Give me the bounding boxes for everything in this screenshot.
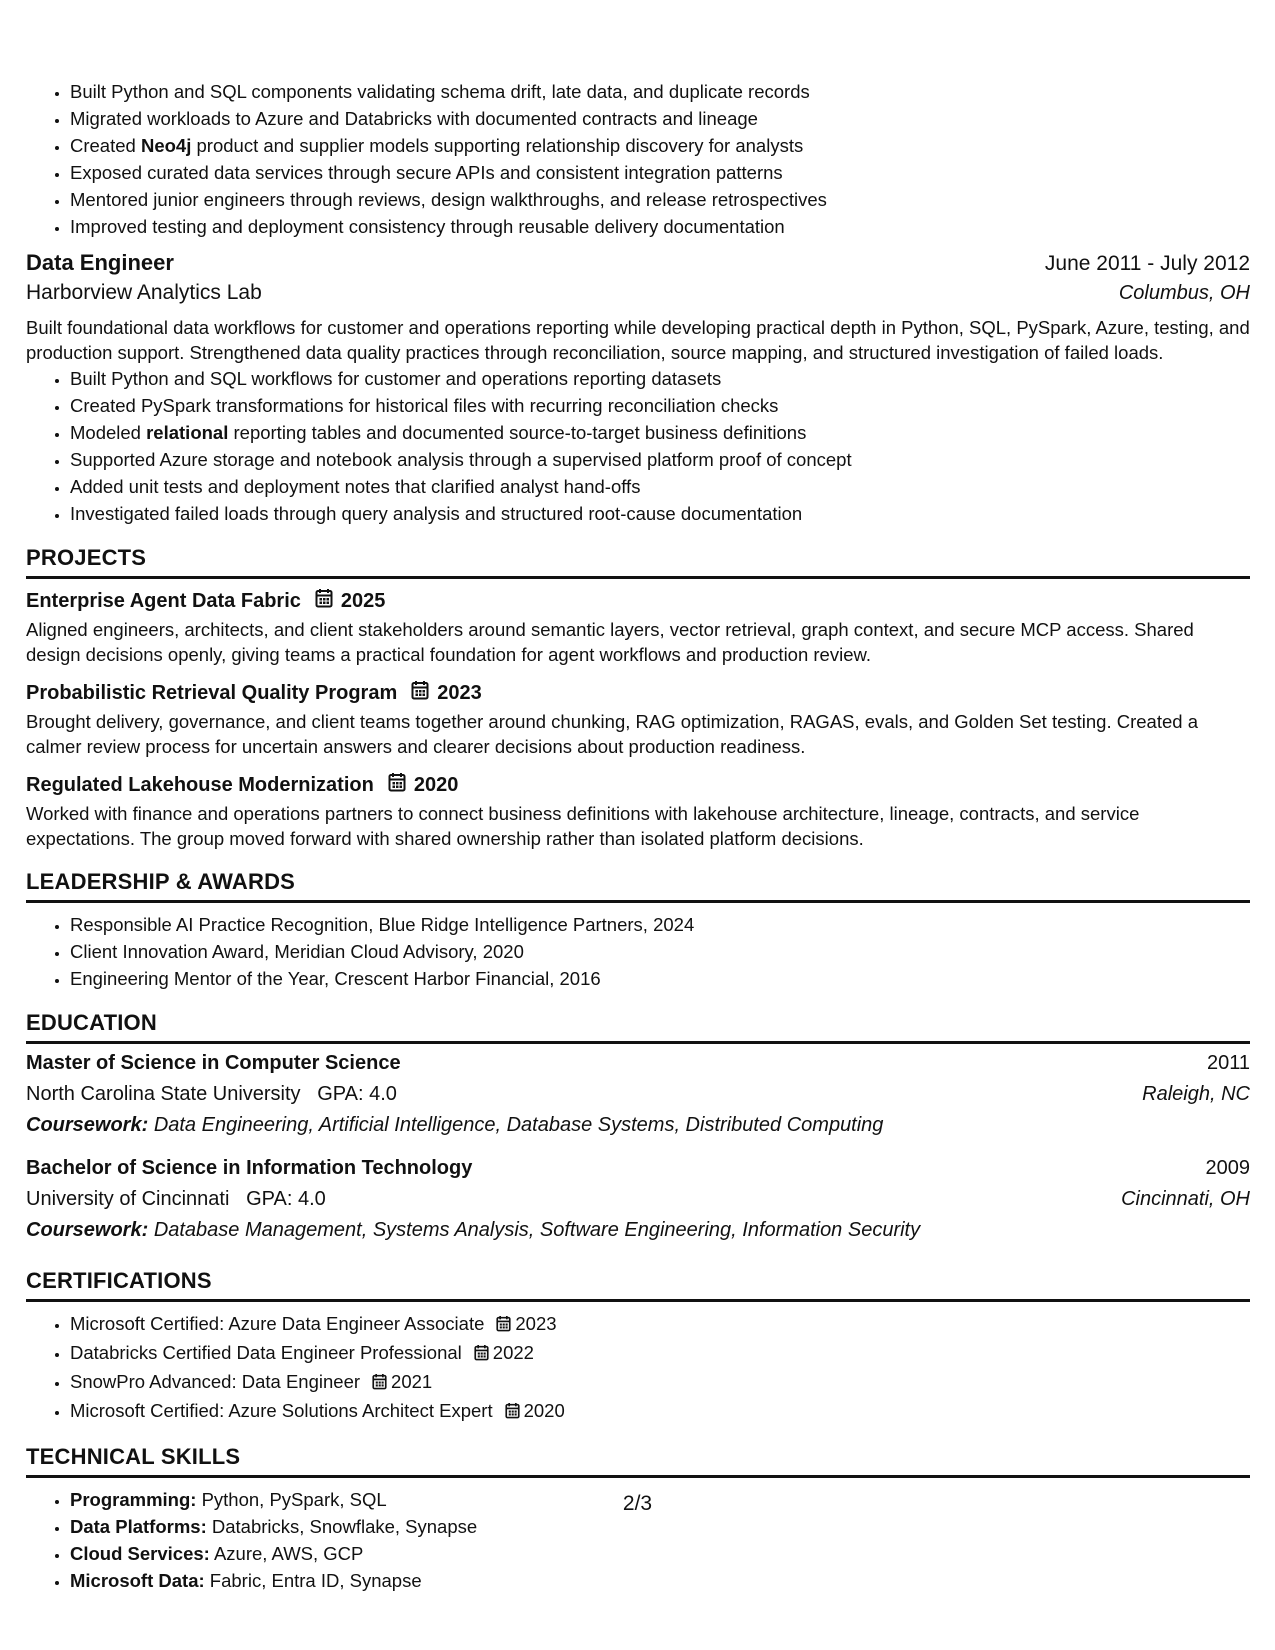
list-item: • SnowPro Advanced: Data Engineer 2021 bbox=[70, 1368, 1250, 1397]
job-subheader bbox=[26, 281, 1250, 313]
project-name: Enterprise Agent Data Fabric bbox=[26, 589, 301, 612]
project-description: Aligned engineers, architects, and client stakeholders around semantic layers, vector retrieval, graph context, and secure MCP access. Shared design decisions openly, giving teams a practical foundation for agent workflows and production review. bbox=[26, 619, 1194, 665]
school-location: Cincinnati, OH bbox=[1121, 1188, 1250, 1210]
page-number: 2/3 bbox=[622, 1492, 653, 1515]
calendar-icon bbox=[372, 1370, 387, 1397]
project-description: Brought delivery, governance, and client teams together around chunking, RAG optimization, RAGAS, evals, and Golden Set testing. Created a calmer review process for uncertain answers and clearer decisions about production readiness. bbox=[26, 711, 1198, 757]
calendar-icon bbox=[474, 1341, 489, 1368]
list-item: • Supported Azure storage and notebook analysis through a supervised platform proof of concept bbox=[70, 446, 1250, 473]
education-entry bbox=[26, 1052, 1250, 1145]
list-item: • Built Python and SQL components validating schema drift, late data, and duplicate records bbox=[70, 78, 1250, 105]
list-item: • Microsoft Data: Fabric, Entra ID, Synapse bbox=[70, 1567, 1250, 1594]
calendar-icon bbox=[388, 772, 406, 798]
list-item: • Databricks Certified Data Engineer Professional 2022 bbox=[70, 1339, 1250, 1368]
list-item: • Added unit tests and deployment notes that clarified analyst hand-offs bbox=[70, 473, 1250, 500]
projects-section bbox=[26, 545, 1250, 851]
section-heading: CERTIFICATIONS bbox=[26, 1268, 1250, 1302]
list-item: • Mentored junior engineers through reviews, design walkthroughs, and release retrospectives bbox=[70, 186, 1250, 213]
section-heading: PROJECTS bbox=[26, 545, 1250, 579]
school-name: North Carolina State University bbox=[26, 1083, 301, 1105]
list-item: • Responsible AI Practice Recognition, Blue Ridge Intelligence Partners, 2024 bbox=[70, 911, 1250, 938]
section-heading: EDUCATION bbox=[26, 1010, 1250, 1044]
calendar-icon bbox=[505, 1399, 520, 1426]
list-item: • Cloud Services: Azure, AWS, GCP bbox=[70, 1540, 1250, 1567]
project-header bbox=[26, 679, 1250, 707]
awards-list bbox=[26, 911, 1250, 992]
project-year: 2023 bbox=[437, 681, 482, 704]
awards-section bbox=[26, 869, 1250, 992]
section-heading: TECHNICAL SKILLS bbox=[26, 1444, 1250, 1478]
project-name: Regulated Lakehouse Modernization bbox=[26, 773, 374, 796]
degree-title: Bachelor of Science in Information Technology bbox=[26, 1157, 473, 1179]
list-item: • Built Python and SQL workflows for customer and operations reporting datasets bbox=[70, 365, 1250, 392]
project-description: Worked with finance and operations partners to connect business definitions with lakehouse architecture, lineage, contracts, and service expectations. The group moved forward with shared ownership rather than isolated platform decisions. bbox=[26, 803, 1140, 849]
certifications-section bbox=[26, 1268, 1250, 1426]
job-location: Columbus, OH bbox=[1118, 282, 1250, 304]
gpa: GPA: 4.0 bbox=[317, 1083, 397, 1105]
job-dates: June 2011 - July 2012 bbox=[1044, 252, 1250, 275]
resume-page bbox=[26, 78, 1250, 1594]
education-entry bbox=[26, 1157, 1250, 1250]
calendar-icon bbox=[496, 1312, 511, 1339]
project-header bbox=[26, 587, 1250, 615]
project-year: 2025 bbox=[340, 589, 386, 612]
list-item: • Engineering Mentor of the Year, Crescent Harbor Financial, 2016 bbox=[70, 965, 1250, 992]
project-header bbox=[26, 771, 1250, 799]
list-item: • Exposed curated data services through secure APIs and consistent integration patterns bbox=[70, 159, 1250, 186]
project-name: Probabilistic Retrieval Quality Program bbox=[26, 681, 398, 704]
school-name: University of Cincinnati bbox=[26, 1188, 230, 1210]
coursework: Coursework: Database Management, Systems Analysis, Software Engineering, Information Security bbox=[26, 1219, 921, 1241]
list-item: • Investigated failed loads through query analysis and structured root-cause documentation bbox=[70, 500, 1250, 527]
calendar-icon bbox=[411, 680, 429, 706]
list-item: • Microsoft Certified: Azure Data Engineer Associate 2023 bbox=[70, 1310, 1250, 1339]
list-item: • Data Platforms: Databricks, Snowflake, Synapse bbox=[70, 1513, 1250, 1540]
list-item: • Client Innovation Award, Meridian Cloud Advisory, 2020 bbox=[70, 938, 1250, 965]
project-year: 2020 bbox=[413, 773, 459, 796]
graduation-year: 2011 bbox=[1206, 1052, 1250, 1074]
list-item: • Migrated workloads to Azure and Databricks with documented contracts and lineage bbox=[70, 105, 1250, 132]
list-item: • Microsoft Certified: Azure Solutions Architect Expert 2020 bbox=[70, 1397, 1250, 1426]
job-bullets bbox=[26, 365, 1250, 527]
list-item: • Created Neo4j product and supplier models supporting relationship discovery for analysts bbox=[70, 132, 1250, 159]
calendar-icon bbox=[315, 588, 333, 614]
job-summary: Built foundational data workflows for customer and operations reporting while developing practical depth in Python, SQL, PySpark, Azure, testing, and production support. Strengthened data quality practices through reconciliation, source mapping, and structured investigation of failed loads. bbox=[26, 317, 1250, 363]
graduation-year: 2009 bbox=[1205, 1157, 1250, 1179]
list-item: • Modeled relational reporting tables and documented source-to-target business definitions bbox=[70, 419, 1250, 446]
job-organization: Harborview Analytics Lab bbox=[26, 281, 262, 304]
job-header bbox=[26, 250, 1250, 281]
degree-title: Master of Science in Computer Science bbox=[26, 1052, 401, 1074]
skills-section bbox=[26, 1444, 1250, 1594]
gpa: GPA: 4.0 bbox=[246, 1188, 326, 1210]
section-heading: LEADERSHIP & AWARDS bbox=[26, 869, 1250, 903]
list-item: • Improved testing and deployment consistency through reusable delivery documentation bbox=[70, 213, 1250, 240]
coursework: Coursework: Data Engineering, Artificial Intelligence, Database Systems, Distributed Computing bbox=[26, 1114, 884, 1136]
certifications-list bbox=[26, 1310, 1250, 1426]
education-section bbox=[26, 1010, 1250, 1250]
job-title: Data Engineer bbox=[26, 250, 174, 275]
list-item: • Created PySpark transformations for historical files with recurring reconciliation checks bbox=[70, 392, 1250, 419]
previous-job-bullets bbox=[26, 78, 1250, 240]
list-item: • Programming: Python, PySpark, SQL bbox=[70, 1486, 1250, 1513]
school-location: Raleigh, NC bbox=[1142, 1083, 1250, 1105]
